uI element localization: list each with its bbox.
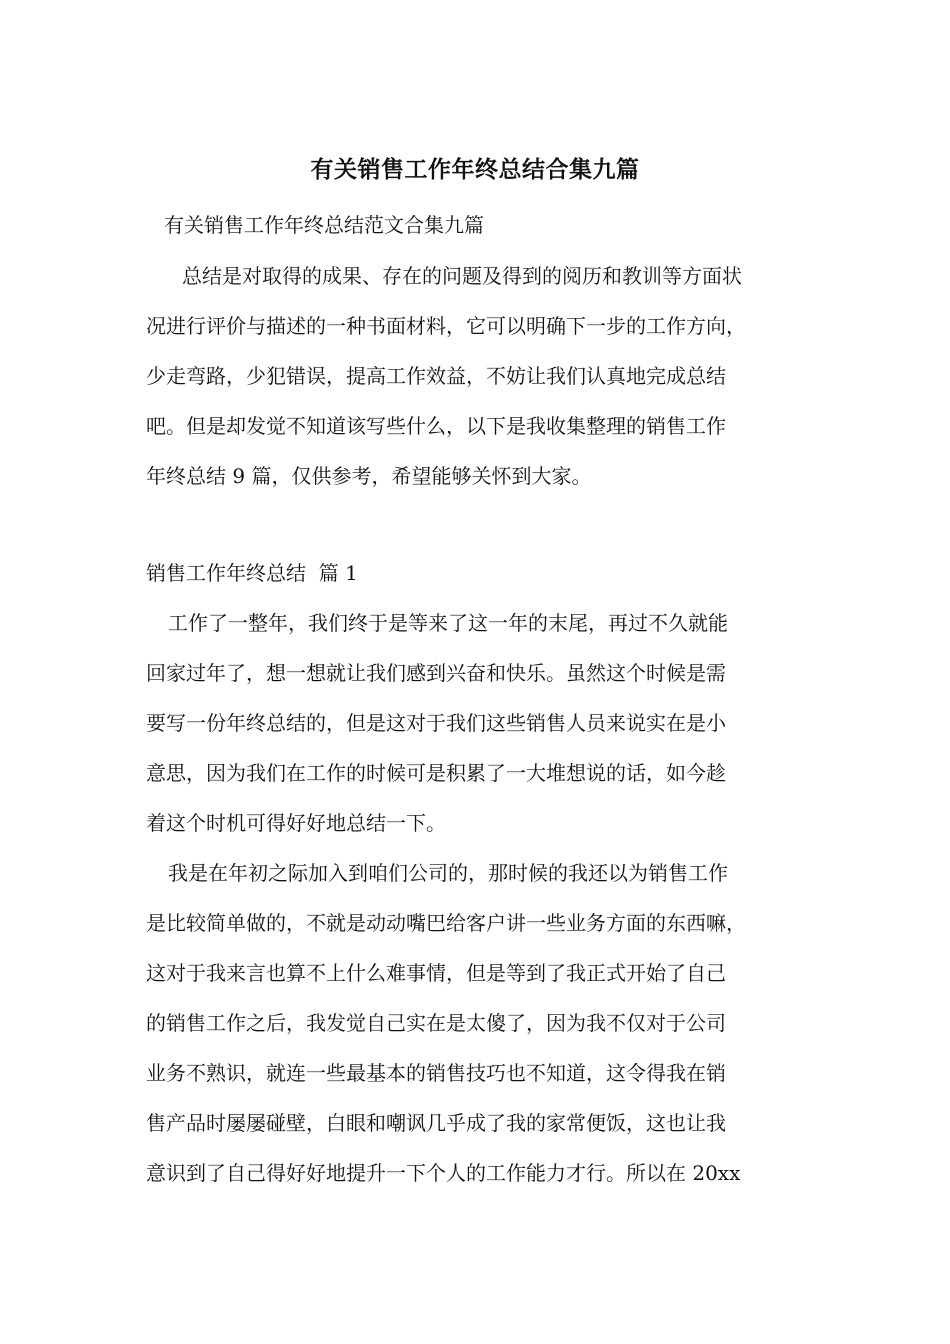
paragraph-line: 的销售工作之后，我发觉自己实在是太傻了，因为我不仅对于公司 (146, 1011, 726, 1035)
intro-line: 总结是对取得的成果、存在的问题及得到的阅历和教训等方面状 (182, 264, 742, 288)
paragraph-line: 意识到了自己得好好地提升一下个人的工作能力才行。所以在 20xx (146, 1161, 741, 1185)
intro-line: 年终总结 9 篇，仅供参考，希望能够关怀到大家。 (146, 464, 592, 488)
paragraph-line: 要写一份年终总结的，但是这对于我们这些销售人员来说实在是小 (146, 711, 726, 735)
intro-line: 况进行评价与描述的一种书面材料，它可以明确下一步的工作方向， (146, 314, 746, 338)
paragraph-line: 工作了一整年，我们终于是等来了这一年的末尾，再过不久就能 (168, 611, 728, 635)
paragraph-line: 业务不熟识，就连一些最基本的销售技巧也不知道，这令得我在销 (146, 1061, 726, 1085)
document-subtitle: 有关销售工作年终总结范文合集九篇 (164, 213, 484, 237)
paragraph-line: 回家过年了，想一想就让我们感到兴奋和快乐。虽然这个时候是需 (146, 661, 726, 685)
paragraph-line: 我是在年初之际加入到咱们公司的，那时候的我还以为销售工作 (168, 861, 728, 885)
intro-line: 吧。但是却发觉不知道该写些什么，以下是我收集整理的销售工作 (146, 414, 726, 438)
paragraph-line: 着这个时机可得好好地总结一下。 (146, 811, 446, 835)
paragraph-line: 是比较简单做的，不就是动动嘴巴给客户讲一些业务方面的东西嘛， (146, 911, 746, 935)
document-title: 有关销售工作年终总结合集九篇 (310, 157, 640, 183)
paragraph-line: 这对于我来言也算不上什么难事情，但是等到了我正式开始了自己 (146, 961, 726, 985)
paragraph-line: 售产品时屡屡碰壁，白眼和嘲讽几乎成了我的家常便饭，这也让我 (146, 1111, 726, 1135)
intro-line: 少走弯路，少犯错误，提高工作效益，不妨让我们认真地完成总结 (146, 364, 726, 388)
section-heading: 销售工作年终总结 篇 1 (146, 561, 358, 585)
paragraph-line: 意思，因为我们在工作的时候可是积累了一大堆想说的话，如今趁 (146, 761, 726, 785)
